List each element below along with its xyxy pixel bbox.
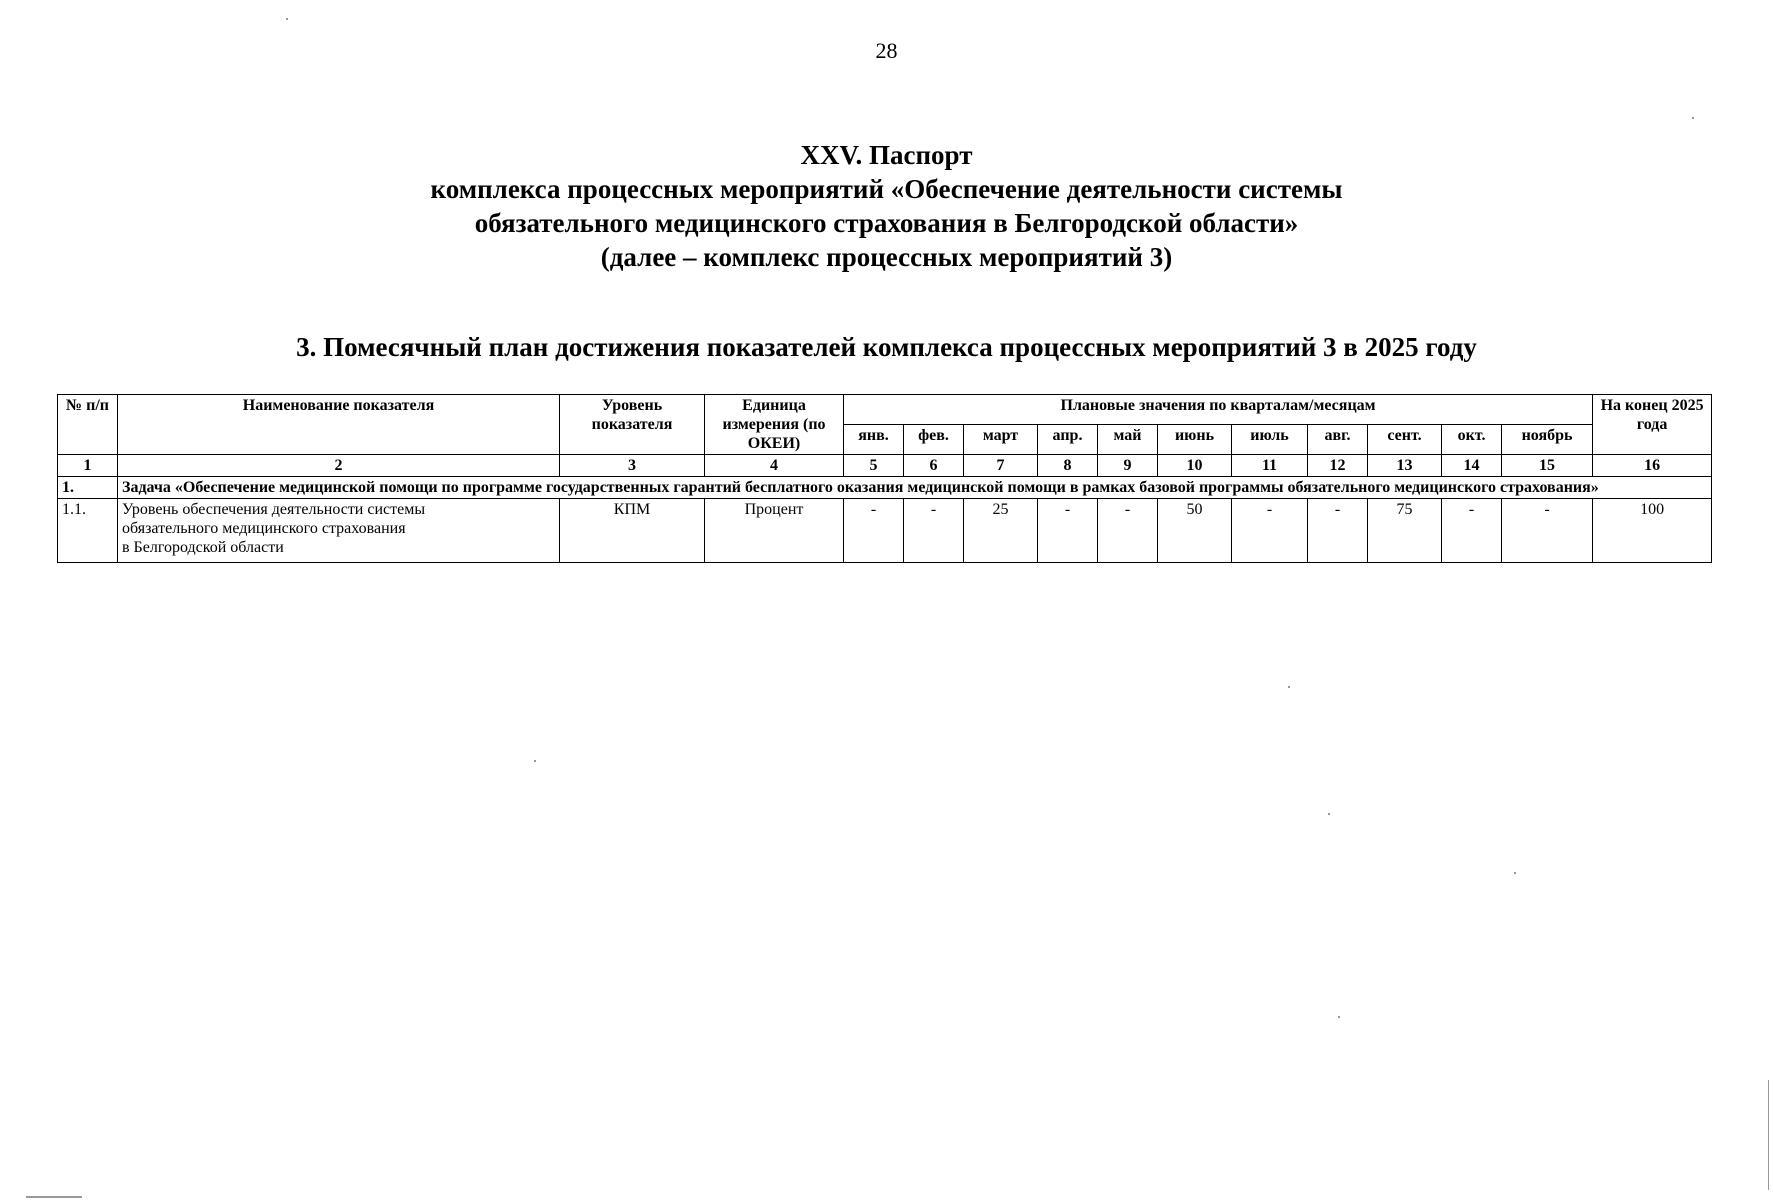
header-month: ноябрь [1502,425,1593,455]
column-number: 16 [1593,455,1712,477]
month-value: - [1442,499,1502,563]
section-title: 3. Помесячный план достижения показателей комплекса процессных мероприятий 3 в 2025 году [296,332,1477,362]
scan-speck [1328,813,1330,815]
row-number: 1.1. [58,499,118,563]
header-month: март [964,425,1038,455]
month-value: - [1232,499,1308,563]
header-month: июнь [1158,425,1232,455]
month-value: - [1038,499,1098,563]
month-value: 25 [964,499,1038,563]
column-number: 2 [118,455,560,477]
month-value: 50 [1158,499,1232,563]
scan-speck [1288,686,1290,688]
column-number: 13 [1368,455,1442,477]
header-month: окт. [1442,425,1502,455]
header-month: июль [1232,425,1308,455]
scan-speck [1692,117,1694,119]
month-value: 75 [1368,499,1442,563]
year-end-value: 100 [1593,499,1712,563]
scan-speck [1338,1016,1340,1018]
indicator-name [118,499,560,563]
header-month: апр. [1038,425,1098,455]
indicator-unit: Процент [705,499,844,563]
header-planned-values: Плановые значения по кварталам/месяцам [844,395,1593,425]
column-number: 1 [58,455,118,477]
column-number: 5 [844,455,904,477]
header-level: Уровень показателя [560,395,705,455]
scan-edge-mark [1768,1080,1769,1190]
header-row-1 [58,395,1712,425]
header-month: сент. [1368,425,1442,455]
column-number: 6 [904,455,964,477]
month-value: - [1098,499,1158,563]
month-value: - [1308,499,1368,563]
indicator-name-line: обязательного медицинского страхования [122,520,406,537]
column-number: 10 [1158,455,1232,477]
header-unit: Единица измерения (по ОКЕИ) [705,395,844,455]
column-number: 3 [560,455,705,477]
month-value: - [904,499,964,563]
scan-speck [286,18,288,20]
header-month: янв. [844,425,904,455]
scan-speck [1514,872,1516,874]
task-text: Задача «Обеспечение медицинской помощи по программе государственных гарантий бесплатного оказания медицинской помощи в рамках базовой программы обязательного медицинского страхования» [118,477,1712,499]
title-line-1: XXV. Паспорт [800,140,973,170]
monthly-plan-table [57,394,1712,563]
column-number: 15 [1502,455,1593,477]
page-number: 28 [875,38,898,63]
header-name: Наименование показателя [118,395,560,455]
scan-speck [534,760,536,762]
header-month: фев. [904,425,964,455]
header-month: авг. [1308,425,1368,455]
header-month: май [1098,425,1158,455]
header-year-end: На конец 2025 года [1593,395,1712,455]
document-title [0,138,1773,274]
title-line-4: (далее – комплекс процессных мероприятий 3) [600,242,1173,272]
task-row [58,477,1712,499]
column-number: 9 [1098,455,1158,477]
column-number-row [58,455,1712,477]
column-number: 4 [705,455,844,477]
column-number: 14 [1442,455,1502,477]
indicator-level: КПМ [560,499,705,563]
title-line-3: обязательного медицинского страхования в Белгородской области» [474,208,1299,238]
table-row [58,499,1712,563]
task-number: 1. [58,477,118,499]
column-number: 12 [1308,455,1368,477]
scan-edge-mark [26,1196,82,1198]
column-number: 11 [1232,455,1308,477]
title-line-2: комплекса процессных мероприятий «Обеспечение деятельности системы [430,174,1343,204]
header-num: № п/п [58,395,118,455]
column-number: 7 [964,455,1038,477]
indicator-name-line: в Белгородской области [122,539,284,556]
indicator-name-line: Уровень обеспечения деятельности системы [122,501,426,518]
month-value: - [1502,499,1593,563]
column-number: 8 [1038,455,1098,477]
month-value: - [844,499,904,563]
